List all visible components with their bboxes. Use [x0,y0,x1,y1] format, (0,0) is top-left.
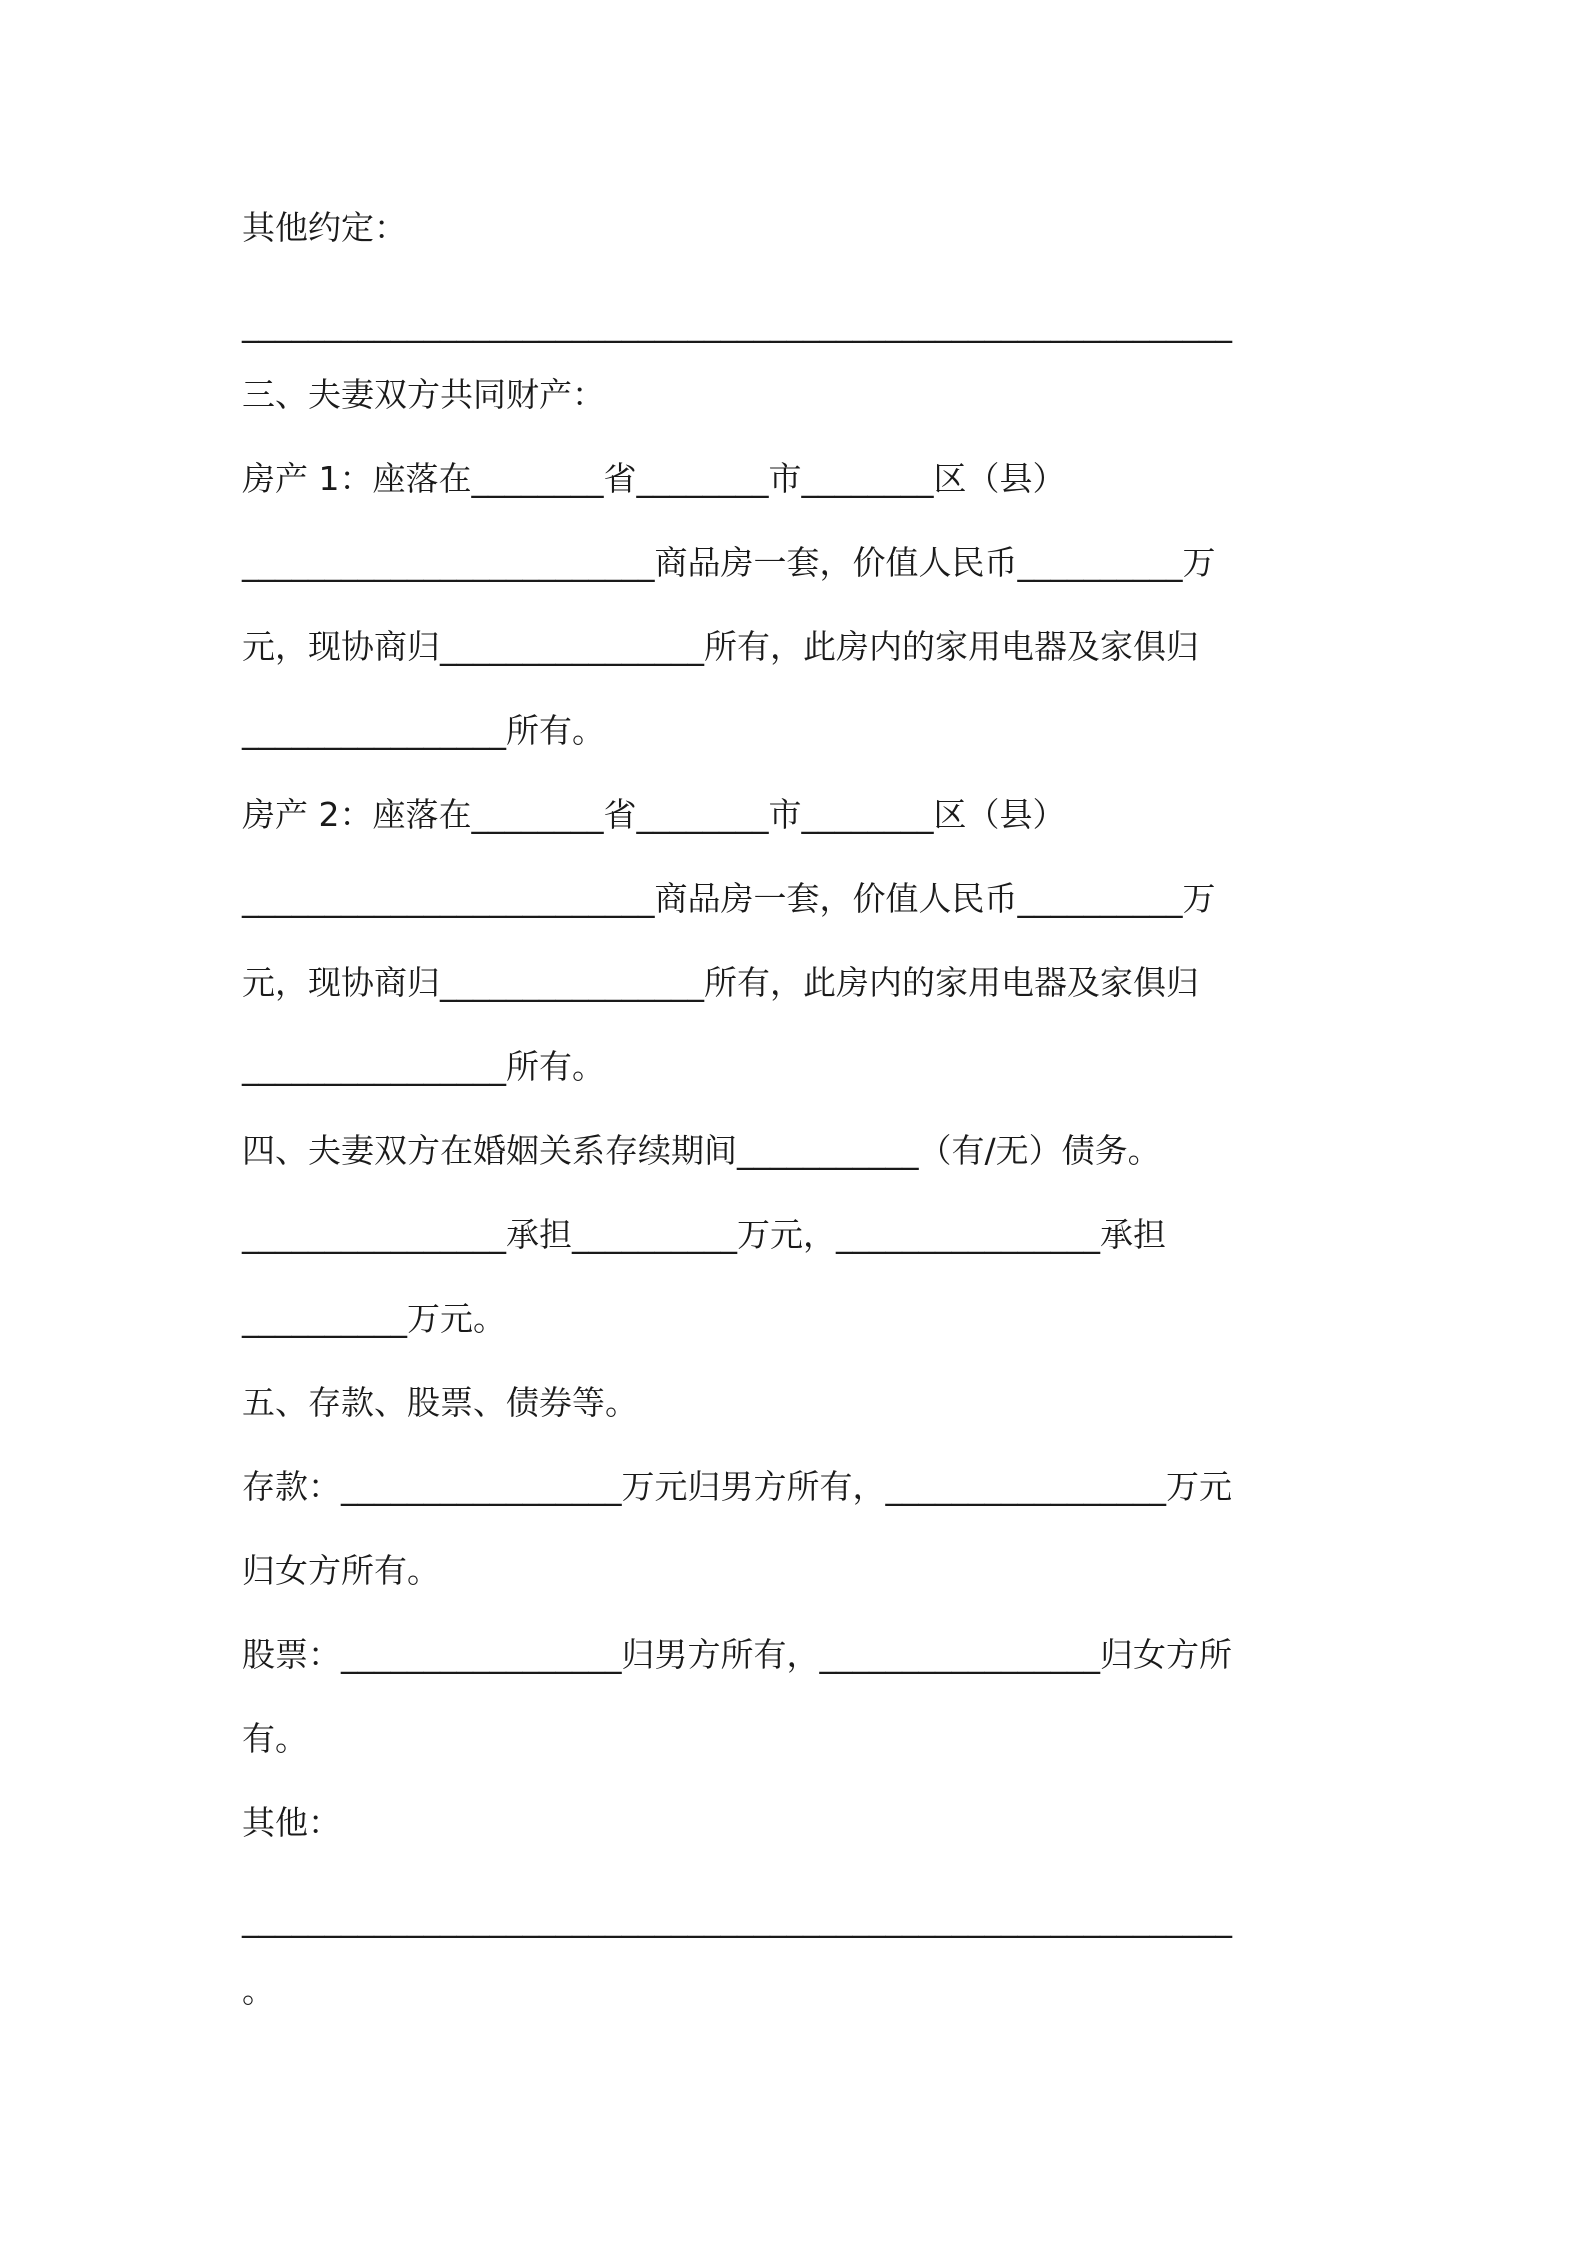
text-line-period: 。 [242,1971,275,2010]
text-line-property-2-appliances: ________________所有。 [242,1047,605,1086]
text-line-property-1-location: 房产 1：座落在________省________市________区（县） [242,459,1066,498]
section-heading-debts: 四、夫妻双方在婚姻关系存续期间___________（有/无）债务。 [242,1131,1161,1170]
section-heading-joint-property: 三、夫妻双方共同财产： [242,375,605,414]
text-line-blank-underline-2: ____________________________________________________________ [242,1899,1232,1938]
text-line-stocks-cont: 有。 [242,1719,308,1758]
text-line-property-2-owner: 元，现协商归________________所有，此房内的家用电器及家俱归 [242,963,1199,1002]
section-heading-savings-stocks: 五、存款、股票、债券等。 [242,1383,638,1422]
text-line-property-1-appliances: ________________所有。 [242,711,605,750]
text-line-stocks: 股票：_________________归男方所有，_________________归女方所 [242,1635,1232,1674]
text-line-debt-amount: __________万元。 [242,1299,506,1338]
text-line-other-label: 其他： [242,1803,341,1842]
text-line-savings: 存款：_________________万元归男方所有，_________________万元 [242,1467,1232,1506]
text-line-property-2-location: 房产 2：座落在________省________市________区（县） [242,795,1066,834]
text-line-blank-underline: ____________________________________________________________ [242,304,1232,343]
text-line-property-1-value: _________________________商品房一套，价值人民币__________万 [242,543,1216,582]
text-line-other-agreements-label: 其他约定： [242,208,407,247]
text-line-property-2-value: _________________________商品房一套，价值人民币__________万 [242,879,1216,918]
text-line-savings-cont: 归女方所有。 [242,1551,440,1590]
text-line-debt-bearers: ________________承担__________万元，________________承担 [242,1215,1166,1254]
text-line-property-1-owner: 元，现协商归________________所有，此房内的家用电器及家俱归 [242,627,1199,666]
